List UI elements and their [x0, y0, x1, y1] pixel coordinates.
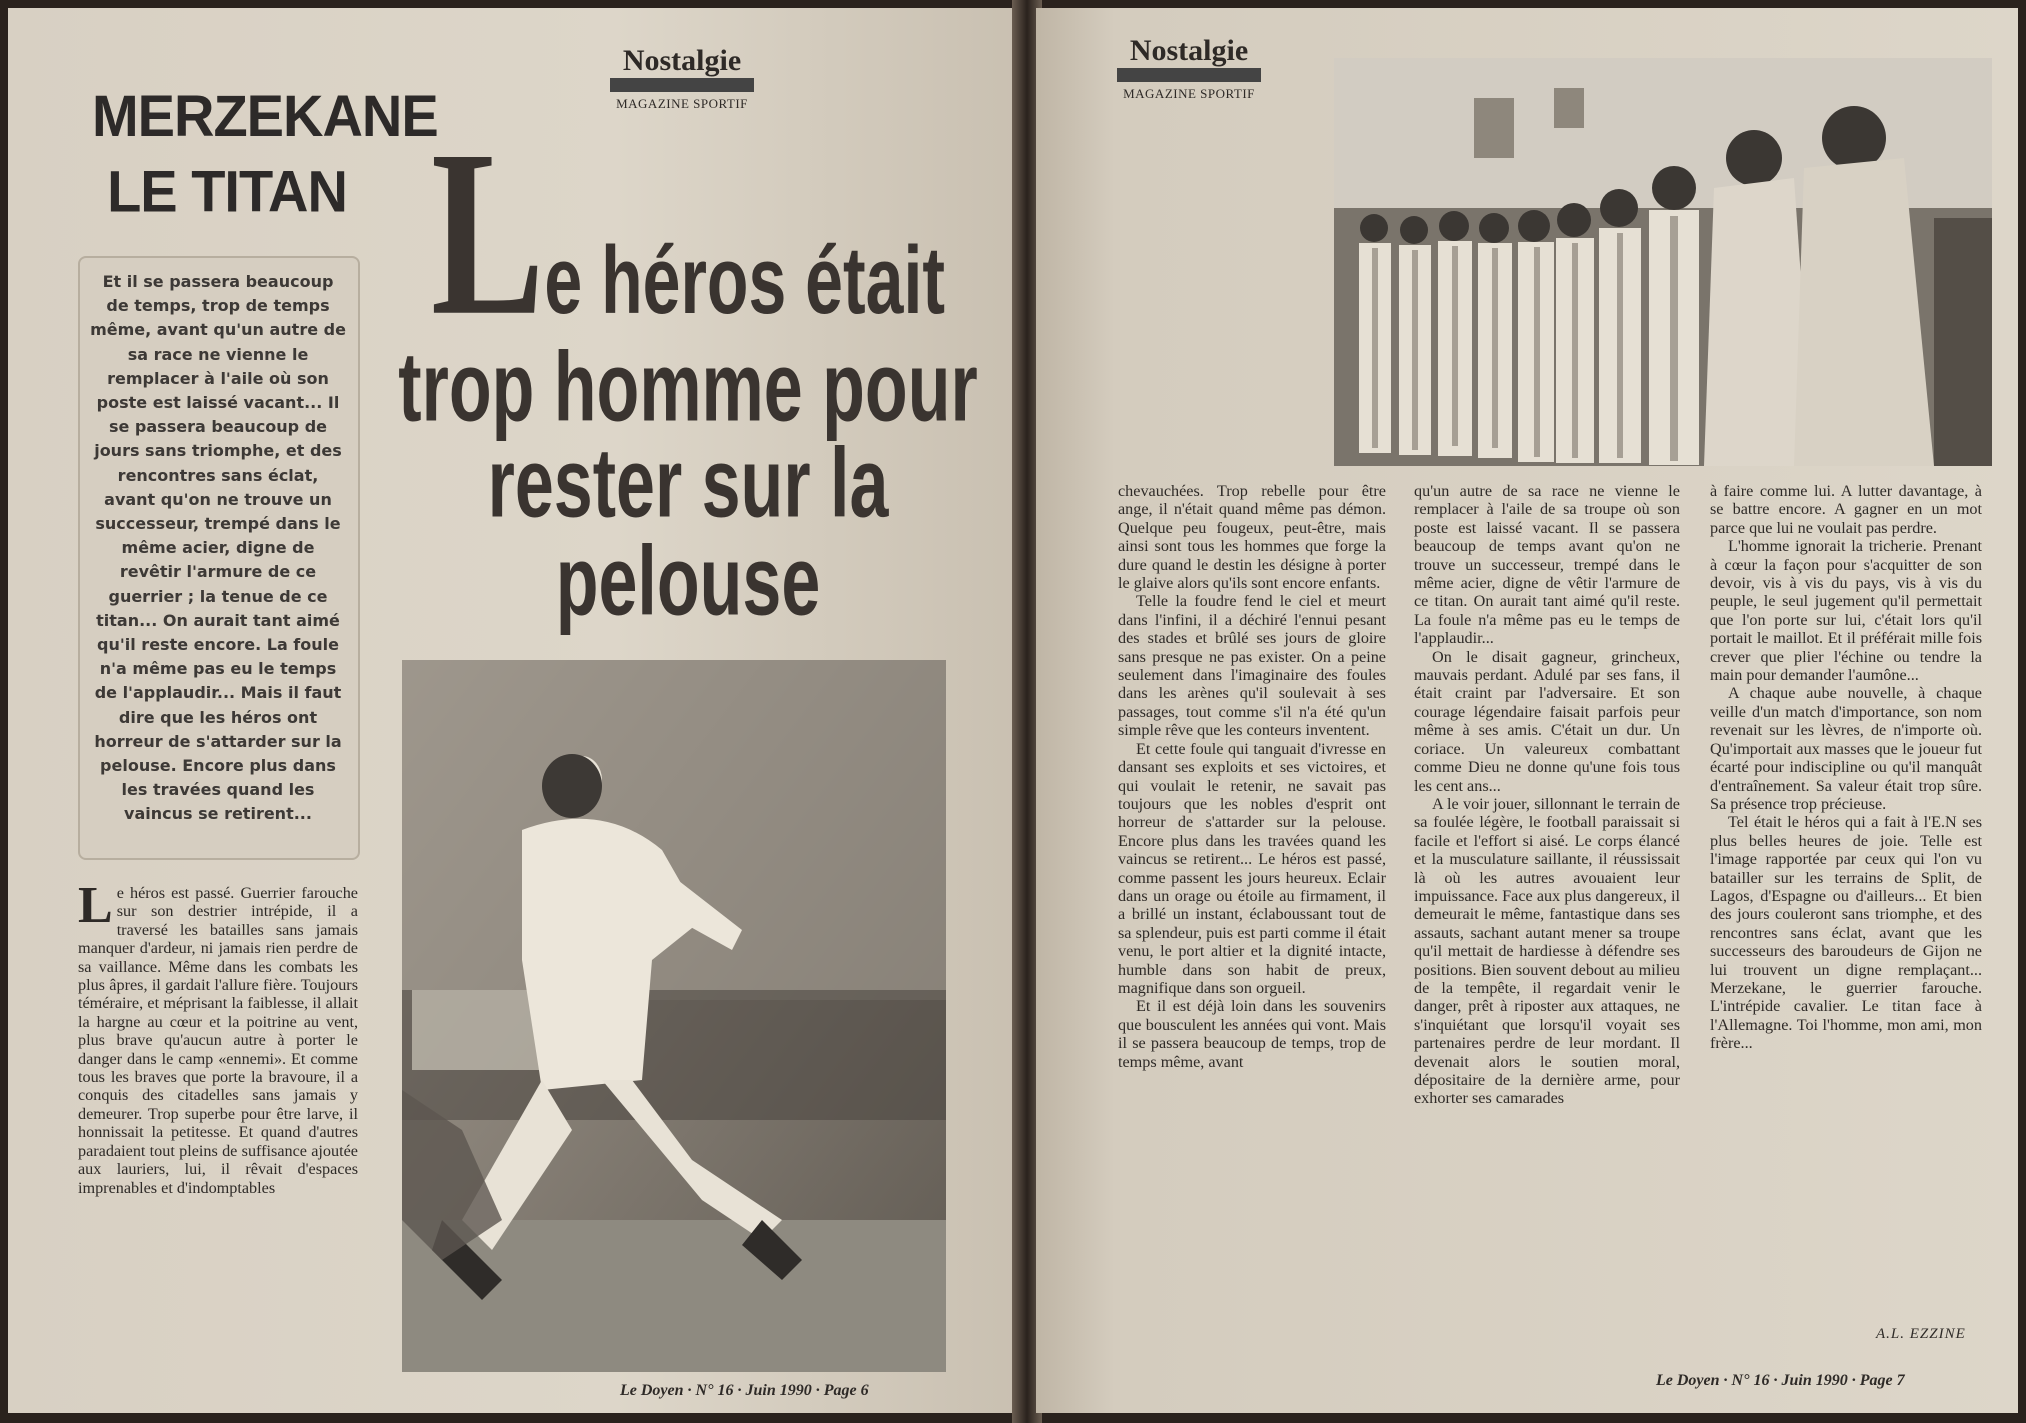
- col2-paragraph-2: On le disait gagneur, grincheux, mauvais perdant. Adulé par ses fans, il était craint par l'adversaire. Et son courage légendaire faisait parfois peur même à ses amis. C'était un dur. Un coriace. Un valeureux combattant comme Dieu ne donne qu'une fois tous les cent ans...: [1414, 647, 1680, 795]
- col2-paragraph-1: qu'un autre de sa race ne vienne le remplacer à l'aile de sa troupe où son poste est laissé vacant. Il se passera beaucoup de temps avant qu'on ne trouve un successeur, trempé dans le même acier, digne de vêtir l'armure de ce titan. On aurait tant aimé qu'il reste. La foule n'a même pas eu le temps de l'applaudir...: [1414, 482, 1680, 648]
- col1-paragraph-4: Et il est déjà loin dans les souvenirs que bousculent les années qui vont. Mais il se passera beaucoup de temps, trop de temps même, avant: [1118, 997, 1386, 1071]
- col3-paragraph-3: A chaque aube nouvelle, à chaque veille d'un match d'importance, son nom revenait sur les lèvres, de n'importe où. Qu'importait aux masses que le joueur fut écarté pour indiscipline ou qu'il manquât d'entraînement. Sa valeur était trop sûre. Sa présence trop précieuse.: [1710, 684, 1982, 813]
- body-paragraph: Le héros est passé. Guerrier farouche sur son destrier intrépide, il a traversé les batailles sans jamais manquer d'ardeur, ni jamais rien perdre de sa vaillance. Même dans les combats les plus âpres, il gardait l'allure fière. Toujours téméraire, et méprisant la faiblesse, il allait la hargne au cœur et la poitrine au vent, plus brave qu'aucun autre à porter le danger dans le camp «ennemi». Et comme tous les braves que porte la bravoure, il a conquis des citadelles sans jamais y demeurer. Trop superbe pour être larve, il honnissait la petitesse. Et quand d'autres paradaient tout pleins de suffisance ajoutée aux lauriers, lui, il rêvait d'espaces imprenables et d'indomptables: [78, 877, 358, 1197]
- kicker-bar: [610, 78, 754, 92]
- col1-paragraph-2: Telle la foudre fend le ciel et meurt dans l'infini, il a déchiré l'ennui pesant des stades et brûlé ses jours de gloire sans presque ne pas exister. On a peine seulement dans l'imaginaire des foules dans les arènes qu'il soulevait à ses passages, tout comme s'il n'a été qu'un simple rêve que les conteurs inventent.: [1118, 592, 1386, 740]
- section-kicker: [600, 44, 764, 112]
- team-lineup-photo: [1334, 58, 1992, 466]
- kicker-subtitle: MAGAZINE SPORTIF: [1123, 86, 1255, 101]
- headline-line-1: Le héros était: [431, 101, 945, 365]
- headline-line-3: rester sur la pelouse: [487, 428, 889, 636]
- body-dropcap: L: [78, 877, 113, 934]
- page-folio: Le Doyen · N° 16 · Juin 1990 · Page 7: [1656, 1372, 1905, 1389]
- section-kicker: [1114, 34, 1264, 102]
- headline-line-2: trop homme pour: [398, 332, 978, 442]
- col1-paragraph-3: Et cette foule qui tanguait d'ivresse en dansant ses exploits et ses victoires, et qui voulait le retenir, ne savait pas toujours que les nobles d'esprit ont horreur de s'attarder sur la pelouse. Encore plus dans les travées quand les vaincus se retirent... Le héros est passé, comme passent les jours heureux. Eclair dans un orage ou étoile au firmament, il a brillé un instant, éclaboussant tout de sa splendeur, puis est parti comme il était venu, le port altier et la dignité intacte, humble dans son habit de preux, magnifique dans son orgueil.: [1118, 739, 1386, 997]
- article-column-2: [1414, 482, 1680, 1108]
- author-signature: A.L. EZZINE: [1876, 1326, 1966, 1342]
- col2-paragraph-3: A le voir jouer, sillonnant le terrain de sa foulée légère, le football paraissait si facile et l'effort si aisé. Le corps élancé et la musculature saillante, il réussissait là où les autres avouaient leur impuissance. Face aux plus dangereux, il demeurait le même, fantastique dans ses assauts, sachant autant mener sa troupe qu'il mettait de hardiesse à défendre ses positions. Bien souvent debout au milieu de la tempête, il regardait venir le danger, prêt à riposter aux attaques, ne s'inquiétant que lorsqu'il voyait ses partenaires perdre de leur mordant. Il devenait alors le soutien moral, dépositaire de la dernière arme, pour exhorter ses camarades: [1414, 794, 1680, 1108]
- sidebar-title-line-2: LE TITAN: [107, 158, 347, 225]
- col3-paragraph-1: à faire comme lui. A lutter davantage, à se battre encore. A gagner en un mot parce que lui ne voulait pas perdre.: [1710, 482, 1982, 537]
- page-folio: Le Doyen · N° 16 · Juin 1990 · Page 6: [620, 1382, 869, 1399]
- kicker-word: Nostalgie: [622, 44, 742, 77]
- article-body-left: [78, 877, 358, 1197]
- kicker-subtitle: MAGAZINE SPORTIF: [616, 96, 748, 111]
- headline-dropcap: L: [431, 101, 545, 365]
- kicker-bar: [1117, 68, 1261, 82]
- col3-paragraph-4: Tel était le héros qui a fait à l'E.N ses plus belles heures de joie. Telle est l'image rapportée par ceux qui l'on vu batailler sur les terrains de Split, de Lagos, d'Espagne ou d'ailleurs... Et bien des jours couleront sans triomphe, et des rencontres sans éclat, avant que les successeurs des baroudeurs de Gijon ne lui trouvent un digne remplaçant... Merzekane, le guerrier farouche. L'intrépide cavalier. Le titan face à l'Allemagne. Toi l'homme, mon ami, mon frère...: [1710, 813, 1982, 1053]
- right-page: [1036, 8, 2018, 1413]
- article-column-1: [1118, 482, 1386, 1071]
- col1-paragraph-1: chevauchées. Trop rebelle pour être ange, il n'était quand même pas démon. Quelque peu fougeux, peut-être, mais ainsi sont tous les hommes que forge la dure quand le destin les désigne à porter le glaive alors qu'ils sont encore enfants.: [1118, 482, 1386, 593]
- col3-paragraph-2: L'homme ignorait la tricherie. Prenant à cœur la façon pour s'acquitter de son devoir, vis à vis du pays, vis à vis du peuple, le seul jugement qu'il permettait que l'on porte sur lui, c'était lors qu'il portait le maillot. Et il préférait mille fois crever que plier l'échine ou tendre la main pour demander l'aumône...: [1710, 537, 1982, 685]
- left-page: [8, 8, 1020, 1413]
- kicker-word: Nostalgie: [1129, 34, 1249, 67]
- article-column-3: [1710, 482, 1982, 1053]
- sidebar-title: [92, 78, 438, 229]
- player-photo: [402, 660, 946, 1372]
- intro-text: Et il se passera beaucoup de temps, trop de temps même, avant qu'un autre de sa race ne vienne le remplacer à l'aile où son poste est laissé vacant... Il se passera beaucoup de jours sans triomphe, et des rencontres sans éclat, avant qu'on ne trouve un successeur, trempé dans le même acier, digne de revêtir l'armure de ce guerrier ; la tenue de ce titan... On aurait tant aimé qu'il reste encore. La foule n'a même pas eu le temps de l'applaudir... Mais il faut dire que les héros ont horreur de s'attarder sur la pelouse. Encore plus dans les travées quand les vaincus se retirent...: [90, 272, 346, 824]
- sidebar-title-line-1: MERZEKANE: [92, 82, 438, 149]
